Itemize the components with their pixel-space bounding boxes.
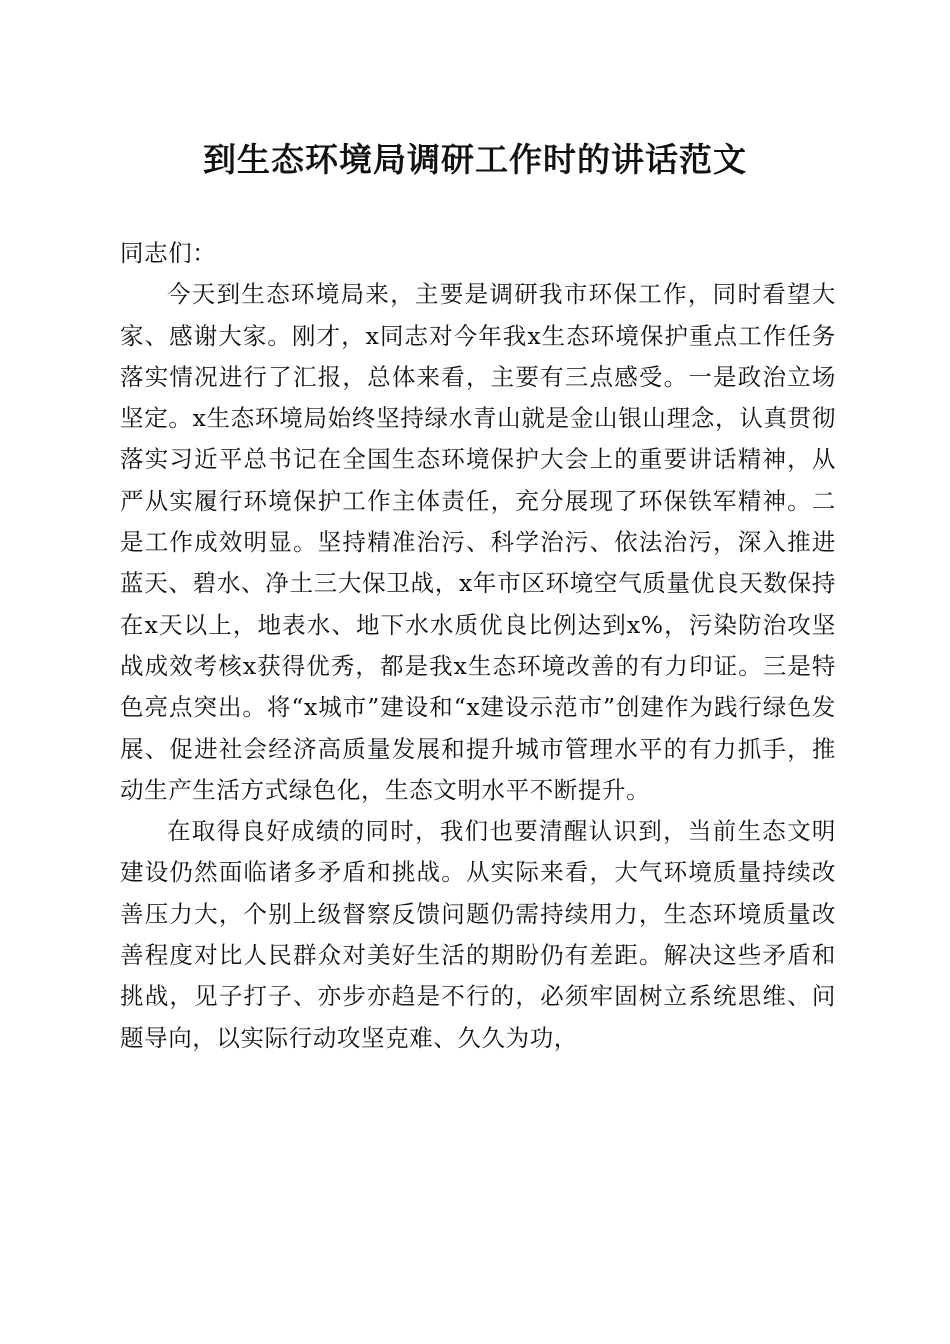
document-title: 到生态环境局调研工作时的讲话范文: [203, 140, 747, 179]
paragraph-2: 在取得良好成绩的同时，我们也要清醒认识到，当前生态文明建设仍然面临诸多矛盾和挑战。从实际来看，大气环境质量持续改善压力大，个别上级督察反馈问题仍需持续用力，生态环境质量改善程度对比人民群众对美好生活的期盼仍有差距。解决这些矛盾和挑战，见子打子、亦步亦趋是不行的，必须牢固树立系统思维、问题导向，以实际行动攻坚克难、久久为功，: [120, 817, 836, 1052]
document-body: [120, 233, 836, 1059]
paragraph-1: 今天到生态环境局来，主要是调研我市环保工作，同时看望大家、感谢大家。刚才，x同志对今年我x生态环境保护重点工作任务落实情况进行了汇报，总体来看，主要有三点感受。一是政治立场坚定。x生态环境局始终坚持绿水青山就是金山银山理念，认真贯彻落实习近平总书记在全国生态环境保护大会上的重要讲话精神，从严从实履行环境保护工作主体责任，充分展现了环保铁军精神。二是工作成效明显。坚持精准治污、科学治污、依法治污，深入推进蓝天、碧水、净土三大保卫战，x年市区环境空气质量优良天数保持在x天以上，地表水、地下水水质优良比例达到x%，污染防治攻坚战成效考核x获得优秀，都是我x生态环境改善的有力印证。三是特色亮点突出。将“x城市”建设和“x建设示范市”创建作为践行绿色发展、促进社会经济高质量发展和提升城市管理水平的有力抓手，推动生产生活方式绿色化，生态文明水平不断提升。: [120, 280, 836, 804]
salutation: 同志们：: [120, 239, 217, 267]
